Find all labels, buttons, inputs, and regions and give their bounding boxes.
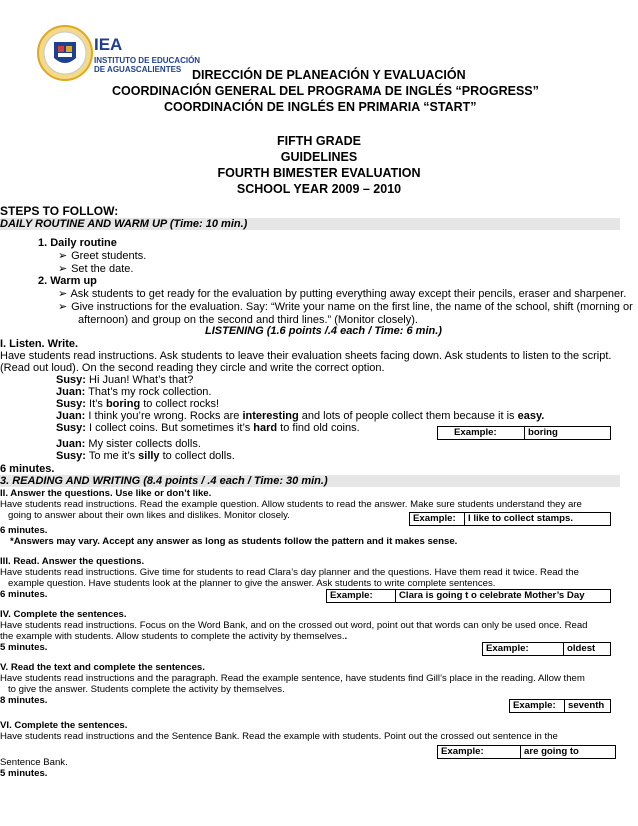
section-ii-instructions: going to answer about their own likes and dislikes. Monitor closely. — [8, 510, 290, 521]
example-value: I like to collect stamps. — [464, 513, 610, 525]
listening-minutes: 6 minutes. — [0, 463, 55, 475]
arrow-bullet-icon: ➢ — [58, 288, 68, 300]
section-ii-minutes: 6 minutes. — [0, 525, 48, 536]
arrow-bullet-icon: ➢ — [58, 263, 68, 275]
listening-heading: LISTENING (1.6 points /.4 each / Time: 6 min.) — [205, 325, 442, 337]
section-iii-minutes: 6 minutes. — [0, 589, 48, 600]
example-box — [437, 745, 616, 759]
listening-instructions: Have students read instructions. Ask students to leave their evaluation sheets facing down. Ask students to listen to the script. — [0, 350, 612, 362]
logo-abbr: IEA — [94, 35, 123, 54]
section-iii-instructions: Have students read instructions. Give time for students to read Clara’s day planner and the questions. Have them read it twice. Read the — [0, 567, 579, 578]
section-ii-title: II. Answer the questions. Use like or don’t like. — [0, 488, 212, 499]
section-v-title: V. Read the text and complete the sentences. — [0, 662, 205, 673]
example-label: Example: — [441, 746, 484, 757]
dialogue-line: Juan: I think you’re wrong. Rocks are interesting and lots of people collect them because it is easy. — [56, 410, 545, 422]
arrow-bullet-icon: ➢ — [58, 301, 68, 313]
section-iii-title: III. Read. Answer the questions. — [0, 556, 145, 567]
example-value: boring — [524, 427, 610, 439]
dialogue-line: Juan: That’s my rock collection. — [56, 386, 212, 398]
dialogue-line: Juan: My sister collects dolls. — [56, 438, 201, 450]
example-label: Example: — [486, 643, 529, 654]
example-label: Example: — [513, 700, 556, 711]
title-evaluation: FOURTH BIMESTER EVALUATION — [217, 166, 421, 180]
header-line3: COORDINACIÓN DE INGLÉS EN PRIMARIA “START” — [164, 100, 477, 114]
list-item-continuation: afternoon) and group on the second and third lines.” (Monitor closely). — [78, 314, 418, 326]
dialogue-line: Susy: I collect coins. But sometimes it’s hard to find old coins. — [56, 422, 360, 434]
section-ii-instructions: Have students read instructions. Read the example question. Allow students to read the answer. Make sure students understand they are — [0, 499, 582, 510]
dialogue-line: Susy: Hi Juan! What’s that? — [56, 374, 194, 386]
list-item: ➢ Ask students to get ready for the evaluation by putting everything away except their pencils, eraser and sharpener. — [58, 288, 627, 300]
dialogue-line: Susy: To me it’s silly to collect dolls. — [56, 450, 235, 462]
example-value: Clara is going t o celebrate Mother’s Day — [395, 590, 610, 602]
list-item: ➢ Give instructions for the evaluation. Say: “Write your name on the first line, the name of the school, shift (morning or — [58, 301, 633, 313]
dialogue-line: Susy: It’s boring to collect rocks! — [56, 398, 220, 410]
section-v-instructions: to give the answer. Students complete the activity by themselves. — [8, 684, 285, 695]
example-box — [409, 512, 611, 526]
example-label: Example: — [413, 513, 456, 524]
logo-line1: INSTITUTO DE EDUCACIÓN — [94, 56, 201, 65]
section-iv-title: IV. Complete the sentences. — [0, 609, 127, 620]
example-box — [509, 699, 611, 713]
section-vi-title: VI. Complete the sentences. — [0, 720, 128, 731]
section-iv-instructions: the example with students. Allow students to complete the activity by themselves.. — [0, 631, 348, 642]
example-box — [326, 589, 611, 603]
item-warm-up: 2. Warm up — [38, 275, 97, 287]
iea-logo — [36, 24, 201, 86]
section-iii-instructions: example question. Have students look at the planner to give the answer. Ask students to write complete sentences. — [8, 578, 496, 589]
steps-heading: STEPS TO FOLLOW: — [0, 204, 119, 218]
list-item: ➢ Greet students. — [58, 250, 147, 262]
logo-line2: DE AGUASCALIENTES — [94, 65, 182, 74]
item-daily-routine: 1. Daily routine — [38, 237, 117, 249]
example-value: seventh — [564, 700, 610, 712]
listening-section-title: I. Listen. Write. — [0, 338, 79, 350]
header-line2: COORDINACIÓN GENERAL DEL PROGRAMA DE INGLÉS “PROGRESS” — [112, 84, 539, 98]
example-value: are going to — [520, 746, 615, 758]
list-item: ➢ Set the date. — [58, 263, 134, 275]
example-label: Example: — [330, 590, 373, 601]
section-iv-instructions: Have students read instructions. Focus on the Word Bank, and on the crossed out word, point out that words can only be used once. Read — [0, 620, 588, 631]
section-v-instructions: Have students read instructions and the paragraph. Read the example sentence, have students find Gill’s place in the reading. Allow them — [0, 673, 585, 684]
section-vi-instructions: Sentence Bank. — [0, 757, 68, 768]
section-v-minutes: 8 minutes. — [0, 695, 48, 706]
example-box — [437, 426, 611, 440]
warmup-heading: DAILY ROUTINE AND WARM UP (Time: 10 min.) — [0, 218, 248, 230]
section-ii-note: *Answers may vary. Accept any answer as long as students follow the pattern and it makes sense. — [10, 536, 458, 547]
header-line1: DIRECCIÓN DE PLANEACIÓN Y EVALUACIÓN — [192, 68, 466, 82]
example-box — [482, 642, 611, 656]
title-grade: FIFTH GRADE — [276, 134, 362, 148]
listening-instructions: (Read out loud). On the second reading they circle and write the correct option. — [0, 362, 385, 374]
arrow-bullet-icon: ➢ — [58, 250, 68, 262]
reading-writing-heading: 3. READING AND WRITING (8.4 points / .4 each / Time: 30 min.) — [0, 475, 328, 487]
title-school-year: SCHOOL YEAR 2009 – 2010 — [236, 182, 402, 196]
section-iv-minutes: 5 minutes. — [0, 642, 48, 653]
example-value: oldest — [563, 643, 610, 655]
title-guidelines: GUIDELINES — [280, 150, 358, 164]
example-label: Example: — [454, 427, 497, 438]
section-vi-minutes: 5 minutes. — [0, 768, 48, 779]
section-vi-instructions: Have students read instructions and the Sentence Bank. Read the example with students. Point out the crossed out sentence in the — [0, 731, 558, 742]
iea-seal-icon — [36, 24, 94, 82]
